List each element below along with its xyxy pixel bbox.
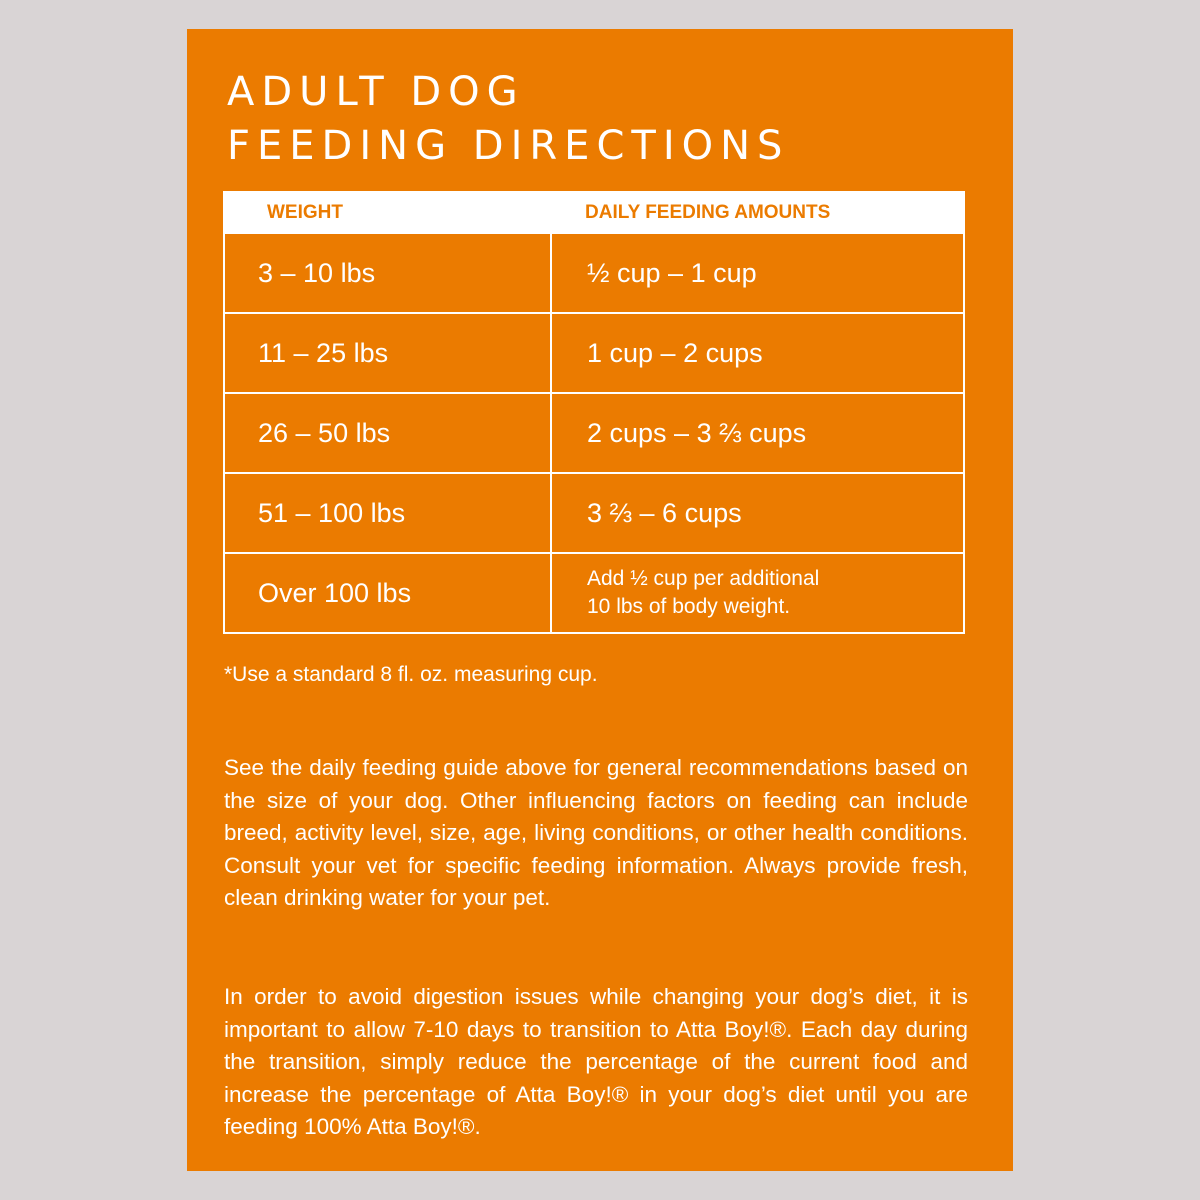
amount-cell: 3 ⅔ – 6 cups: [551, 473, 964, 553]
table-header-row: [224, 192, 964, 233]
weight-cell: 51 – 100 lbs: [224, 473, 551, 553]
table-row: [224, 473, 964, 553]
weight-cell: 26 – 50 lbs: [224, 393, 551, 473]
table-row: [224, 553, 964, 633]
table-row: [224, 313, 964, 393]
header-daily-amounts: DAILY FEEDING AMOUNTS: [551, 192, 964, 233]
header-weight: WEIGHT: [224, 192, 551, 233]
amount-line-2: 10 lbs of body weight.: [587, 595, 791, 618]
measuring-cup-note: *Use a standard 8 fl. oz. measuring cup.: [224, 663, 598, 686]
weight-cell: Over 100 lbs: [224, 553, 551, 633]
table-row: [224, 393, 964, 473]
feeding-table-container: [223, 191, 965, 634]
title-line-1: ADULT DOG: [227, 69, 525, 115]
weight-cell: 11 – 25 lbs: [224, 313, 551, 393]
table-row: [224, 233, 964, 313]
feeding-table: [223, 191, 965, 634]
amount-cell: 1 cup – 2 cups: [551, 313, 964, 393]
feeding-directions-panel: [187, 29, 1013, 1171]
page-title: [227, 65, 789, 173]
feeding-guide-paragraph: See the daily feeding guide above for general recommendations based on the size of your dog. Other influencing factors on feeding can include breed, activity level, size, age, living conditions, or other health conditions. Consult your vet for specific feeding information. Always provide fresh, clean drinking water for your pet.: [224, 755, 968, 911]
title-line-2: FEEDING DIRECTIONS: [227, 123, 790, 169]
amount-cell: [551, 553, 964, 633]
weight-cell: 3 – 10 lbs: [224, 233, 551, 313]
amount-line-1: Add ½ cup per additional: [587, 567, 820, 590]
transition-paragraph: In order to avoid digestion issues while changing your dog’s diet, it is important to allow 7-10 days to transition to Atta Boy!®. Each day during the transition, simply reduce the percentage of the current food and increase the percentage of Atta Boy!® in your dog’s diet until you are feeding 100% Atta Boy!®.: [224, 984, 968, 1140]
amount-cell: ½ cup – 1 cup: [551, 233, 964, 313]
amount-cell: 2 cups – 3 ⅔ cups: [551, 393, 964, 473]
